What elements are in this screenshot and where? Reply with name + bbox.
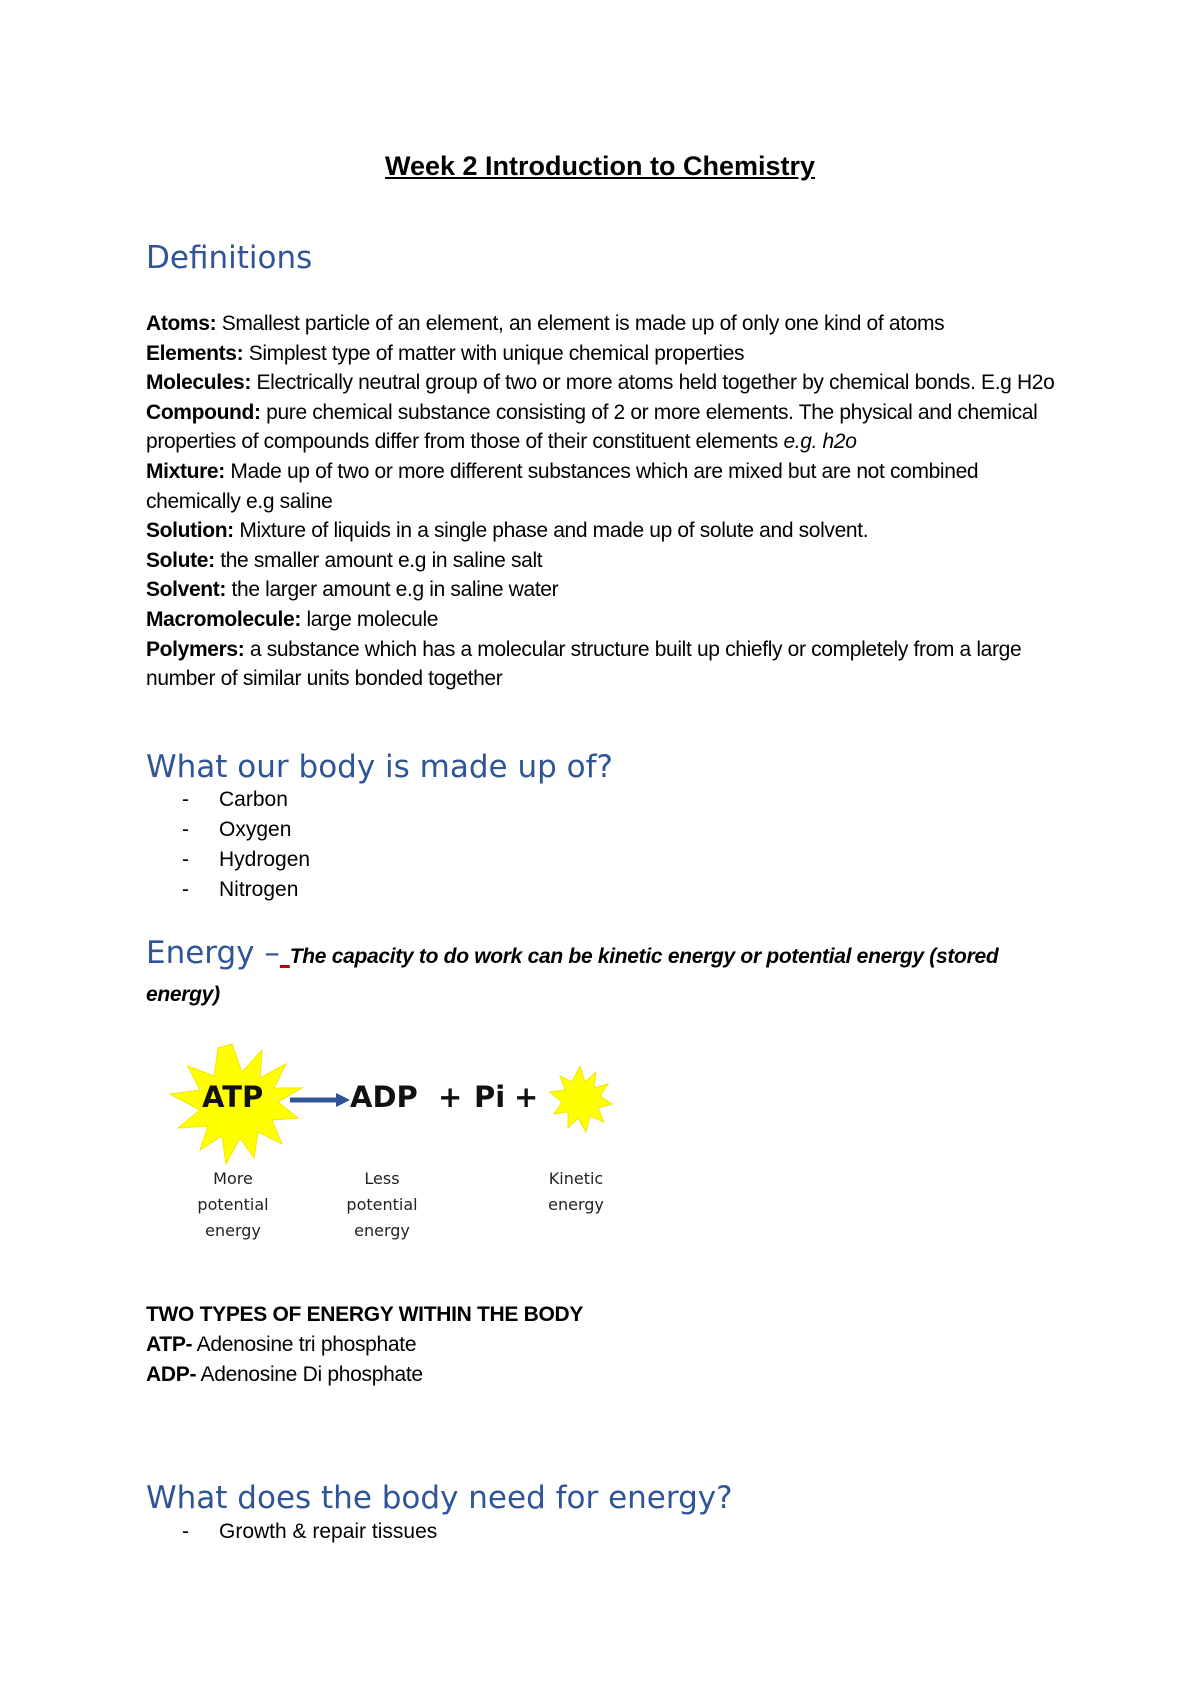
definition-text: the larger amount e.g in saline water (226, 578, 559, 602)
list-item (146, 815, 310, 845)
energy-heading-text: Energy – (146, 935, 280, 971)
energy-heading (146, 936, 1066, 1012)
plus-sign: + (438, 1080, 463, 1114)
plus-sign: + (514, 1080, 539, 1114)
definition-term: Mixture: (146, 459, 225, 483)
list-item-text: Oxygen (219, 818, 292, 841)
caption-line: energy (354, 1221, 410, 1240)
bullet-dash: - (182, 788, 189, 811)
definition-item (146, 516, 1066, 546)
energy-types-section (146, 1300, 583, 1390)
definition-item (146, 457, 1066, 516)
definition-term: Atoms: (146, 312, 217, 335)
definition-term: Polymers: (146, 637, 245, 661)
definition-term: Molecules: (146, 371, 252, 395)
definition-item (146, 339, 1066, 369)
energy-marker (280, 935, 290, 971)
list-item (146, 1517, 437, 1547)
caption-line: energy (205, 1221, 261, 1240)
list-item-text: Nitrogen (219, 878, 299, 901)
definition-example: e.g. h2o (783, 430, 857, 454)
body-needs-list (146, 1517, 437, 1547)
definition-term: Elements: (146, 341, 244, 365)
caption-line: potential (346, 1195, 418, 1214)
body-composition-list (146, 785, 310, 905)
definition-text: Smallest particle of an element, an element is made up of only one kind of atoms (216, 312, 945, 335)
definitions-heading: Definitions (146, 240, 313, 276)
energy-type-term: ADP- (146, 1363, 197, 1386)
atp-caption (173, 1166, 293, 1244)
caption-line: energy (548, 1195, 604, 1214)
definition-text: Simplest type of matter with unique chemical properties (243, 341, 745, 365)
definition-text: pure chemical substance consisting of 2 or more elements. The physical and chemical properties of compounds differ from those of their constituent elements (146, 400, 1038, 454)
definition-term: Compound: (146, 400, 261, 424)
caption-line: More (213, 1169, 253, 1188)
caption-line: potential (197, 1195, 269, 1214)
kinetic-caption (516, 1166, 636, 1218)
definition-term: Macromolecule: (146, 607, 301, 631)
definition-item (146, 546, 1066, 576)
definition-item (146, 605, 1066, 635)
bullet-dash: - (182, 848, 189, 871)
definition-text: Electrically neutral group of two or more atoms held together by chemical bonds. E.g H2o (251, 371, 1055, 395)
reaction-arrow-head (336, 1093, 350, 1107)
body-composition-heading: What our body is made up of? (146, 749, 613, 785)
adp-caption (322, 1166, 442, 1244)
pi-label: Pi (474, 1080, 506, 1114)
list-item-text: Growth & repair tissues (219, 1520, 438, 1543)
definitions-list (146, 309, 1066, 694)
definition-text: large molecule (300, 607, 439, 631)
definition-item (146, 398, 1066, 457)
bullet-dash: - (182, 818, 189, 841)
definition-item (146, 635, 1066, 694)
body-needs-heading: What does the body need for energy? (146, 1480, 733, 1516)
energy-types-heading: TWO TYPES OF ENERGY WITHIN THE BODY (146, 1303, 584, 1326)
list-item-text: Carbon (219, 788, 288, 811)
energy-type-text: Adenosine Di phosphate (196, 1363, 423, 1386)
caption-line: Kinetic (548, 1169, 604, 1188)
definition-term: Solution: (146, 519, 234, 543)
definition-text: a substance which has a molecular structure built up chiefly or completely from a large number of similar units bonded together (146, 637, 1022, 691)
kinetic-burst-shape (550, 1066, 612, 1132)
energy-type-text: Adenosine tri phosphate (192, 1333, 417, 1356)
energy-type-item (146, 1360, 583, 1390)
definition-text: Mixture of liquids in a single phase and made up of solute and solvent. (233, 519, 869, 543)
atp-label: ATP (202, 1080, 264, 1114)
definition-term: Solute: (146, 548, 215, 572)
atp-adp-diagram (160, 1036, 620, 1246)
list-item (146, 845, 310, 875)
definition-item (146, 309, 1066, 339)
list-item (146, 875, 310, 905)
energy-definition: The capacity to do work can be kinetic energy or potential energy (stored energy) (146, 945, 999, 1006)
caption-line: Less (364, 1169, 400, 1188)
definition-text: Made up of two or more different substances which are mixed but are not combined chemically e.g saline (146, 459, 979, 513)
definition-term: Solvent: (146, 578, 227, 602)
adp-label: ADP (350, 1080, 418, 1114)
energy-type-item (146, 1330, 583, 1360)
definition-text: the smaller amount e.g in saline salt (214, 548, 543, 572)
definition-item (146, 575, 1066, 605)
list-item-text: Hydrogen (219, 848, 311, 871)
page-title: Week 2 Introduction to Chemistry (384, 151, 816, 181)
definition-item (146, 368, 1066, 398)
list-item (146, 785, 310, 815)
energy-type-term: ATP- (146, 1333, 193, 1356)
bullet-dash: - (182, 878, 189, 901)
bullet-dash: - (182, 1520, 189, 1543)
